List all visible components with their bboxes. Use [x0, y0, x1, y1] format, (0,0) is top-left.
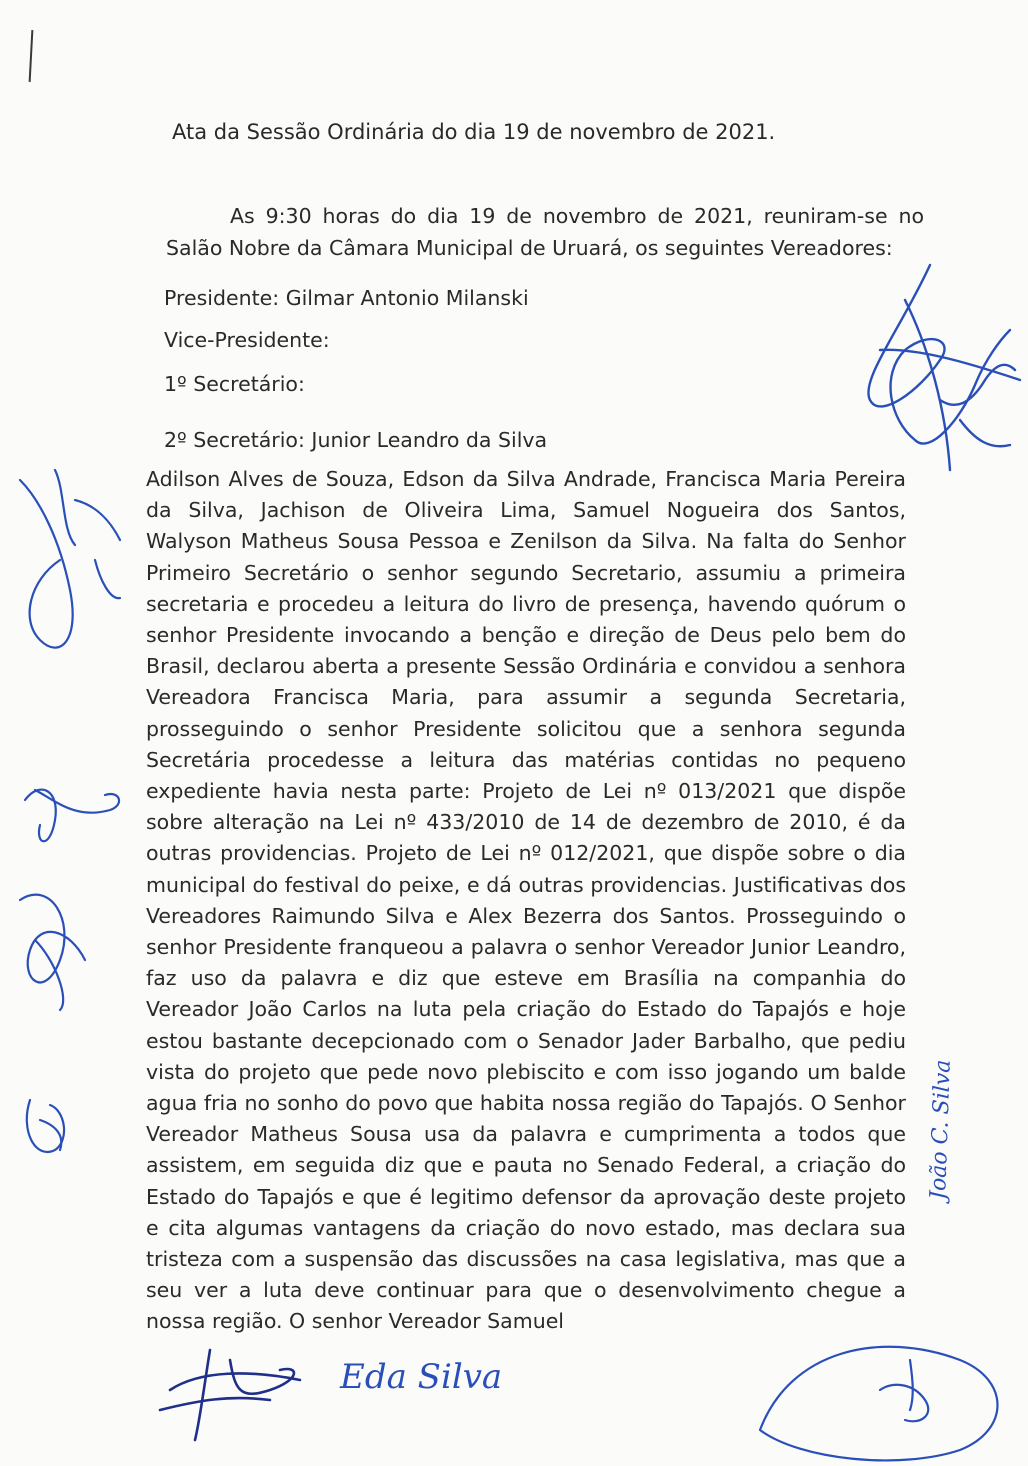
- document-title: Ata da Sessão Ordinária do dia 19 de novembro de 2021.: [172, 120, 776, 144]
- board-label: Vice-Presidente:: [164, 328, 330, 352]
- opening-paragraph: As 9:30 horas do dia 19 de novembro de 2021, reuniram-se no Salão Nobre da Câmara Municipal de Uruará, os seguintes Vereadores:: [166, 204, 924, 260]
- board-label: 1º Secretário:: [164, 372, 305, 396]
- board-row-president: [164, 284, 864, 312]
- board-row-first-secretary: [164, 370, 864, 398]
- board-label: 2º Secretário:: [164, 428, 305, 452]
- signature-left-lower: [27, 1100, 64, 1152]
- margin-mark: [29, 30, 34, 82]
- signature-right-top: [868, 265, 1020, 470]
- board-value: Junior Leandro da Silva: [311, 428, 548, 452]
- signature-left-middle: [20, 790, 119, 1010]
- signature-left-upper: [20, 470, 120, 648]
- board-value: Gilmar Antonio Milanski: [285, 286, 529, 310]
- minutes-body: Adilson Alves de Souza, Edson da Silva Andrade, Francisca Maria Pereira da Silva, Jachison de Oliveira Lima, Samuel Nogueira dos Santos, Walyson Matheus Sousa Pessoa e Zenilson da Silva. Na falta do Senhor Primeiro Secretário o senhor segundo Secretario, assumiu a primeira secretaria e procedeu a leitura do livro de presença, havendo quórum o senhor Presidente invocando a benção e direção de Deus pelo bem do Brasil, declarou aberta a presente Sessão Ordinária e convidou a senhora Vereadora Francisca Maria, para assumir a segunda Secretaria, prosseguindo o senhor Presidente solicitou que a senhora segunda Secretária procedesse a leitura das matérias contidas no pequeno expediente havia nesta parte: Projeto de Lei nº 013/2021 que dispõe sobre alteração na Lei nº 433/2010 de 14 de dezembro de 2010, é da outras providencias. Projeto de Lei nº 012/2021, que dispõe sobre o dia municipal do festival do peixe, e dá outras providencias. Justificativas dos Vereadores Raimundo Silva e Alex Bezerra dos Santos. Prosseguindo o senhor Presidente franqueou a palavra o senhor Vereador Junior Leandro, faz uso da palavra e diz que esteve em Brasília na companhia do Vereador João Carlos na luta pela criação do Estado do Tapajós e hoje estou bastante decepcionado com o Senador Jader Barbalho, que pediu vista do projeto que pede novo plebiscito e com isso jogando um balde agua fria no sonho do povo que habita nossa região do Tapajós. O Senhor Vereador Matheus Sousa usa da palavra e cumprimenta a todos que assistem, em seguida diz que e pauta no Senado Federal, a criação do Estado do Tapajós e que é legitimo defensor da aprovação deste projeto e cita algumas vantagens da criação do novo estado, mas declara sua tristeza com a suspensão das discussões na casa legislativa, mas que a seu ver a luta deve continuar para que o desenvolvimento chegue a nossa região. O senhor Vereador Samuel: [146, 467, 906, 1334]
- board-label: Presidente:: [164, 286, 280, 310]
- handwritten-name-bottom: Eda Silva: [340, 1357, 503, 1397]
- board-row-second-secretary: [164, 426, 864, 454]
- handwritten-name-side: João C. Silva: [926, 1059, 956, 1201]
- board-row-vice-president: [164, 326, 864, 354]
